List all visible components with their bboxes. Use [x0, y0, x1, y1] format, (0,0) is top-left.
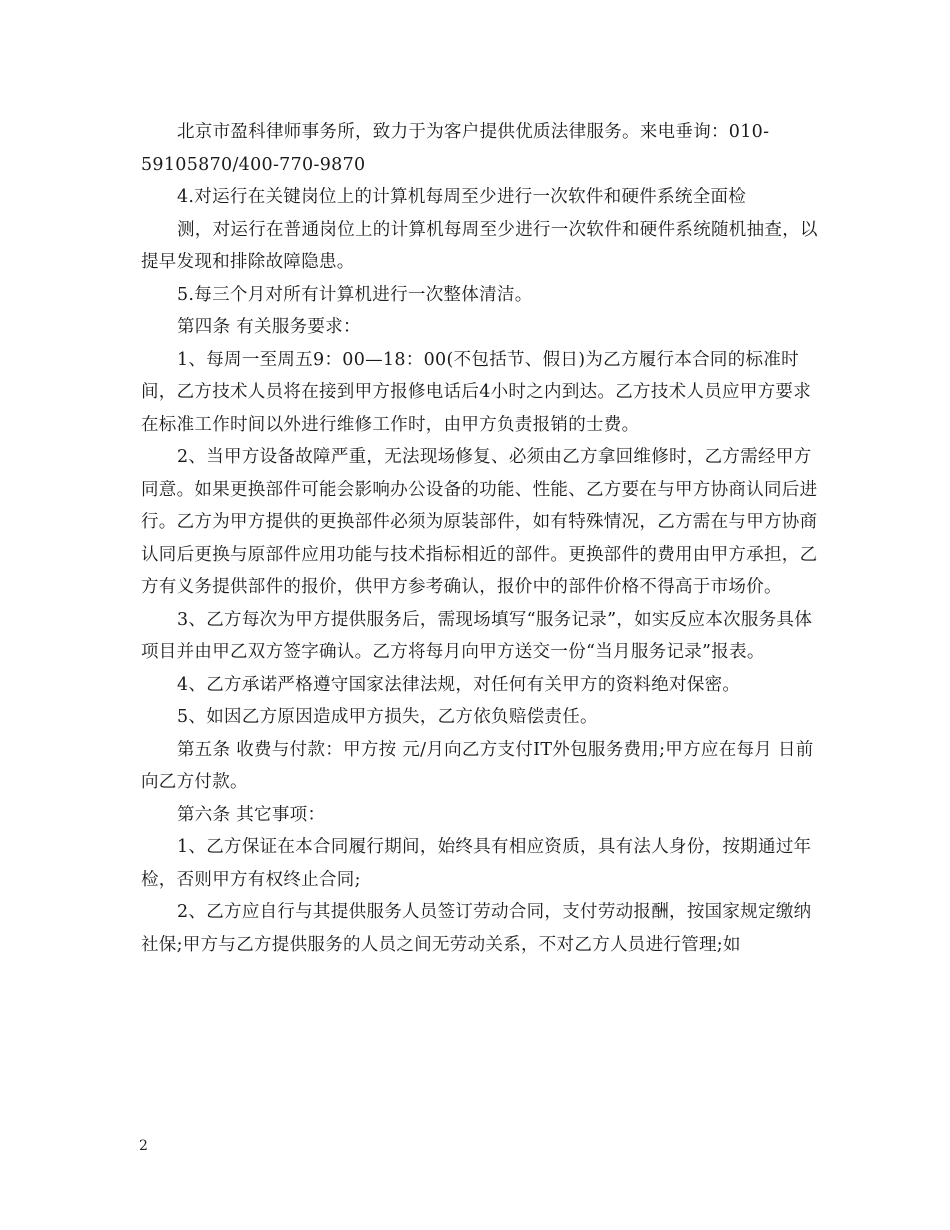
article-4-item-1: 1、每周一至周五9：00—18：00(不包括节、假日)为乙方履行本合同的标准时间，乙方技术人员将在接到甲方报修电话后4小时之内到达。乙方技术人员应甲方要求在标准工作时间以外进行维修工作时，由甲方负责报销的士费。 — [141, 349, 812, 435]
article-4-heading: 第四条 有关服务要求： — [177, 317, 361, 337]
page-number: 2 — [139, 1138, 148, 1154]
article-4-item-3: 3、乙方每次为甲方提供服务后，需现场填写“服务记录”，如实反应本次服务具体项目并由甲乙双方签字确认。乙方将每月向甲方送交一份“当月服务记录”报表。 — [141, 609, 813, 662]
article-6-item-2: 2、乙方应自行与其提供服务人员签订劳动合同，支付劳动报酬，按国家规定缴纳社保;甲方与乙方提供服务的人员之间无劳动关系，不对乙方人员进行管理;如 — [141, 902, 812, 955]
clause-item-4-line: 4.对运行在关键岗位上的计算机每周至少进行一次软件和硬件系统全面检 — [177, 187, 747, 207]
article-4-item-5: 5、如因乙方原因造成甲方损失，乙方依负赔偿责任。 — [177, 707, 598, 727]
document-body — [141, 116, 821, 961]
article-6-heading: 第六条 其它事项： — [177, 804, 326, 825]
clause-item-5: 5.每三个月对所有计算机进行一次整体清洁。 — [177, 284, 533, 305]
article-4-item-2: 2、当甲方设备故障严重，无法现场修复、必须由乙方拿回维修时，乙方需经甲方同意。如果更换部件可能会影响办公设备的功能、性能、乙方要在与甲方协商认同后进行。乙方为甲方提供的更换部件必须为原装部件，如有特殊情况，乙方需在与甲方协商认同后更换与原部件应用功能与技术指标相近的部件。更换部件的费用由甲方承担，乙方有义务提供部件的报价，供甲方参考确认，报价中的部件价格不得高于市场价。 — [141, 447, 818, 597]
article-5-paragraph: 第五条 收费与付款：甲方按 元/月向乙方支付IT外包服务费用;甲方应在每月 日前向乙方付款。 — [141, 739, 814, 792]
article-4-item-4: 4、乙方承诺严格遵守国家法律法规，对任何有关甲方的资料绝对保密。 — [177, 674, 741, 695]
firm-intro-paragraph: 北京市盈科律师事务所，致力于为客户提供优质法律服务。来电垂询：010-59105870/400-770-9870 — [141, 122, 770, 175]
clause-item-4-continuation: 测，对运行在普通岗位上的计算机每周至少进行一次软件和硬件系统随机抽查，以提早发现和排除故障隐患。 — [141, 219, 818, 272]
article-6-item-1: 1、乙方保证在本合同履行期间，始终具有相应资质，具有法人身份，按期通过年检，否则甲方有权终止合同; — [141, 837, 812, 890]
